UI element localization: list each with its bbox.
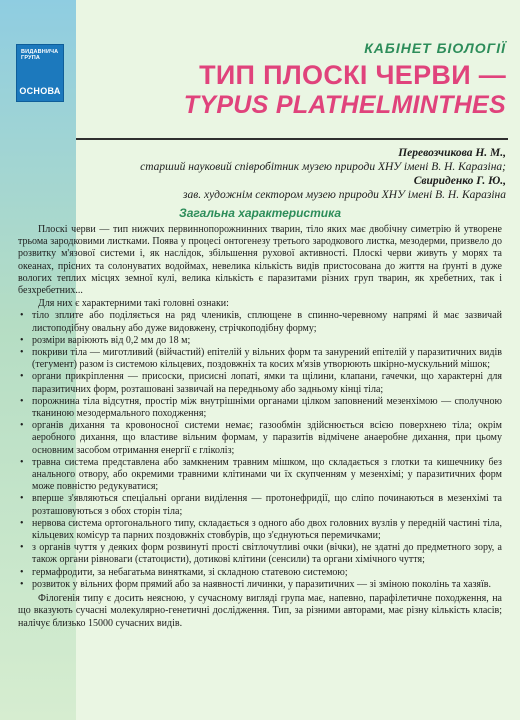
publisher-logo: [16, 44, 64, 102]
article-body: [18, 206, 502, 630]
feature-item: • покриви тіла — миготливий (війчастий) епітелій у вільних форм та занурений епітелій у паразитичних видів (тегумент) разом із системою кільцевих, поздовжніх та косих м'язів утворюють шкірно-мускульний мішок;: [18, 347, 502, 371]
feature-item: • органи прикріплення — присоски, присисні лопаті, ямки та щілини, клапани, гачечки, що характерні для паразитичних форм, розташовані зазвичай на передньому або задньому кінці тіла;: [18, 371, 502, 395]
publisher-logo-caption: [21, 49, 58, 61]
feature-item: • розвиток у вільних форм прямий або за наявності личинки, у паразитичних — зі зміною поколінь та хазяїв.: [18, 579, 502, 591]
features-list: [18, 310, 502, 591]
subsection-heading: Загальна характеристика: [179, 206, 341, 220]
author-position: старший науковий співробітник музею природи ХНУ імені В. Н. Каразіна;: [140, 161, 506, 173]
feature-item: • нервова система ортогонального типу, складається з одного або двох головних вузлів у передній частині тіла, кільцевих комісур та парних поздовжніх стовбурів, що з'єднуються перемичками;: [18, 518, 502, 542]
intro-paragraph: Плоскі черви — тип нижчих первиннопорожнинних тварин, тіло яких має двобічну симетрію й утворене трьома зародковими листками. Поява у процесі онтогенезу третього зародкового листка, мезодерми, призвело до розвитку м'язової системи і, як наслідок, збільшення рухової активності. Плоскі черви живуть у морях та океанах, прісних та солонуватих водоймах, невелика кількість видів пристосована до життя на ґрунті в дуже вологих теплих місцях земної кулі, велика кількість є паразитами різних груп тварин, як хребетних, так і безхребетних...: [18, 224, 502, 297]
feature-item: • гермафродити, за небагатьма винятками, зі складною статевою системою;: [18, 567, 502, 579]
article-title-latin: TYPUS PLATHELMINTHES: [183, 91, 506, 119]
feature-item: • тіло зплите або поділяється на ряд члеників, сплющене в спинно-черевному напрямі й має зазвичай листоподібну овальну або дуже видовжену, стрічкоподібну форму;: [18, 310, 502, 334]
logo-line-2: ГРУПА: [21, 55, 41, 61]
features-intro: Для них є характерними такі головні ознаки:: [38, 298, 229, 310]
feature-item: • органів дихання та кровоносної системи немає; газообмін здійснюється всією поверхнею тіла; окрім аеробного дихання, що властиве вільним формам, у паразитів відмічене анаеробне дихання, при цьому основним засобом отримання енергії є гліколіз;: [18, 420, 502, 457]
feature-item: • вперше з'являються спеціальні органи виділення — протонефридії, що сліпо починаються в мезенхімі та розташовуються з обох сторін тіла;: [18, 493, 502, 517]
section-label: КАБІНЕТ БІОЛОГІЇ: [364, 40, 506, 56]
feature-item: • порожнина тіла відсутня, простір між внутрішніми органами цілком заповнений мезенхімою — сполучною тканиною мезодермального походження;: [18, 396, 502, 420]
closing-paragraph: Філогенія типу є досить неясною, у сучасному вигляді група має, напевно, парафілетичне походження, на що вказують сучасні молекулярно-генетичні дослідження. Тип, за різними авторами, має різну кількість класів; налічує близько 15000 сучасних видів.: [18, 593, 502, 629]
article-header: [86, 40, 506, 120]
article-title: ТИП ПЛОСКІ ЧЕРВИ —: [199, 60, 506, 90]
author-name: Перевозчикова Н. М.,: [398, 147, 506, 159]
authors-block: [30, 146, 506, 202]
logo-brand: ОСНОВА: [19, 86, 61, 96]
feature-item: • з органів чуття у деяких форм розвинуті прості світлочутливі очки (вічки), не здатні до предметного зору, а також органи рівноваги (статоцисти), дотикові клітини (сенсили) та органи хімічного чуття;: [18, 542, 502, 566]
logo-line-1: ВИДАВНИЧА: [21, 49, 59, 55]
feature-item: • розміри варіюють від 0,2 мм до 18 м;: [18, 335, 502, 347]
author-position: зав. художнім сектором музею природи ХНУ імені В. Н. Каразіна: [183, 189, 506, 201]
header-divider: [76, 138, 508, 140]
feature-item: • травна система представлена або замкненим травним мішком, що складається з глотки та кишечнику без анального отвору, або окремими травними клітинами чи їх скупченням у мезенхімі; у паразитичних форм може повністю редукуватися;: [18, 457, 502, 494]
author-name: Свириденко Г. Ю.,: [413, 175, 506, 187]
